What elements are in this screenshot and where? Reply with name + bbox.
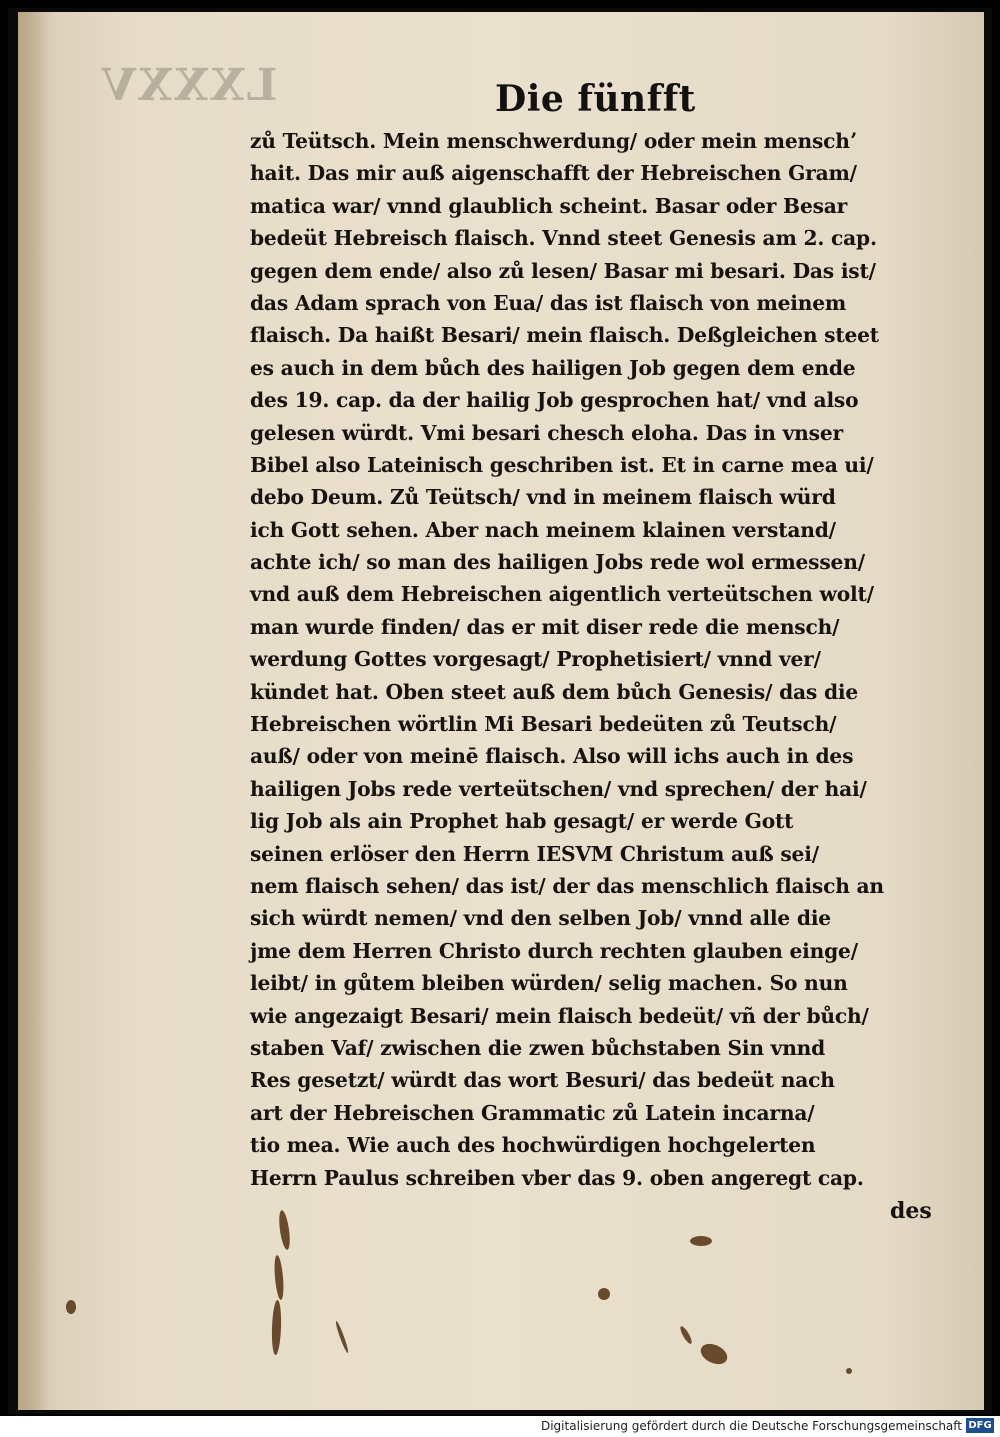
text-line: bedeüt Hebreisch flaisch. Vnnd steet Genesis am 2. cap. xyxy=(250,226,877,251)
text-line: flaisch. Da haißt Besari/ mein flaisch. Deßgleichen steet xyxy=(250,323,879,348)
text-line: wie angezaigt Besari/ mein flaisch bedeüt/ vñ der bůch/ xyxy=(250,1003,869,1028)
text-line: sich würdt nemen/ vnd den selben Job/ vnnd alle die xyxy=(250,906,831,931)
text-line: hailigen Jobs rede verteütschen/ vnd sprechen/ der hai/ xyxy=(250,776,867,801)
text-line: jme dem Herren Christo durch rechten glauben einge/ xyxy=(250,938,858,963)
footer-credit: Digitalisierung gefördert durch die Deutsche Forschungsgemeinschaft xyxy=(540,1419,962,1433)
text-line: leibt/ in gůtem bleiben würden/ selig machen. So nun xyxy=(250,971,848,996)
ink-stain xyxy=(690,1236,712,1246)
text-line: werdung Gottes vorgesagt/ Prophetisiert/ vnnd ver/ xyxy=(250,647,821,672)
ink-stain xyxy=(846,1368,852,1374)
ink-stain xyxy=(598,1288,610,1300)
text-line: es auch in dem bůch des hailigen Job gegen dem ende xyxy=(250,355,856,380)
text-line: man wurde finden/ das er mit diser rede die mensch/ xyxy=(250,614,840,639)
bleed-through-folio: LXXXV xyxy=(100,60,278,111)
text-line: hait. Das mir auß aigenschafft der Hebreischen Gram/ xyxy=(250,161,857,186)
running-head: Die fünfft xyxy=(495,78,696,120)
text-line: tio mea. Wie auch des hochwürdigen hochgelerten xyxy=(250,1133,816,1158)
ink-stain xyxy=(66,1300,76,1314)
text-line: zů Teütsch. Mein menschwerdung/ oder mein menschʼ xyxy=(250,129,857,153)
text-line: matica war/ vnnd glaublich scheint. Basar oder Besar xyxy=(250,193,848,218)
text-line: debo Deum. Zů Teütsch/ vnd in meinem flaisch würd xyxy=(250,485,836,510)
text-line: nem flaisch sehen/ das ist/ der das menschlich flaisch an xyxy=(250,873,884,898)
text-line: Res gesetzt/ würdt das wort Besuri/ das bedeüt nach xyxy=(250,1068,835,1093)
text-line: auß/ oder von meinē flaisch. Also will ichs auch in des xyxy=(250,744,854,769)
text-block xyxy=(250,125,950,1194)
catchword: des xyxy=(890,1198,932,1224)
text-line: achte ich/ so man des hailigen Jobs rede wol ermessen/ xyxy=(250,550,865,575)
text-line: gelesen würdt. Vmi besari chesch eloha. Das in vnser xyxy=(250,420,843,445)
text-line: ich Gott sehen. Aber nach meinem klainen verstand/ xyxy=(250,517,836,542)
text-line: vnd auß dem Hebreischen aigentlich verteütschen wolt/ xyxy=(250,582,874,607)
text-line: staben Vaf/ zwischen die zwen bůchstaben Sin vnnd xyxy=(250,1035,826,1060)
text-line: gegen dem ende/ also zů lesen/ Basar mi besari. Das ist/ xyxy=(250,258,876,283)
text-line: des 19. cap. da der hailig Job gesprochen hat/ vnd also xyxy=(250,388,859,413)
text-line: Bibel also Lateinisch geschriben ist. Et in carne mea ui/ xyxy=(250,452,874,477)
text-line: art der Hebreischen Grammatic zů Latein incarna/ xyxy=(250,1100,815,1125)
text-line: seinen erlöser den Herrn IESVM Christum auß sei/ xyxy=(250,841,819,866)
page-gutter xyxy=(18,12,48,1410)
text-line: das Adam sprach von Eua/ das ist flaisch von meinem xyxy=(250,290,847,315)
text-line: kündet hat. Oben steet auß dem bůch Genesis/ das die xyxy=(250,679,859,704)
dfg-logo: DFG xyxy=(966,1418,994,1433)
text-line: lig Job als ain Prophet hab gesagt/ er werde Gott xyxy=(250,809,794,834)
text-line: Herrn Paulus schreiben vber das 9. oben angeregt cap. xyxy=(250,1165,864,1190)
text-line: Hebreischen wörtlin Mi Besari bedeüten zů Teutsch/ xyxy=(250,712,837,737)
